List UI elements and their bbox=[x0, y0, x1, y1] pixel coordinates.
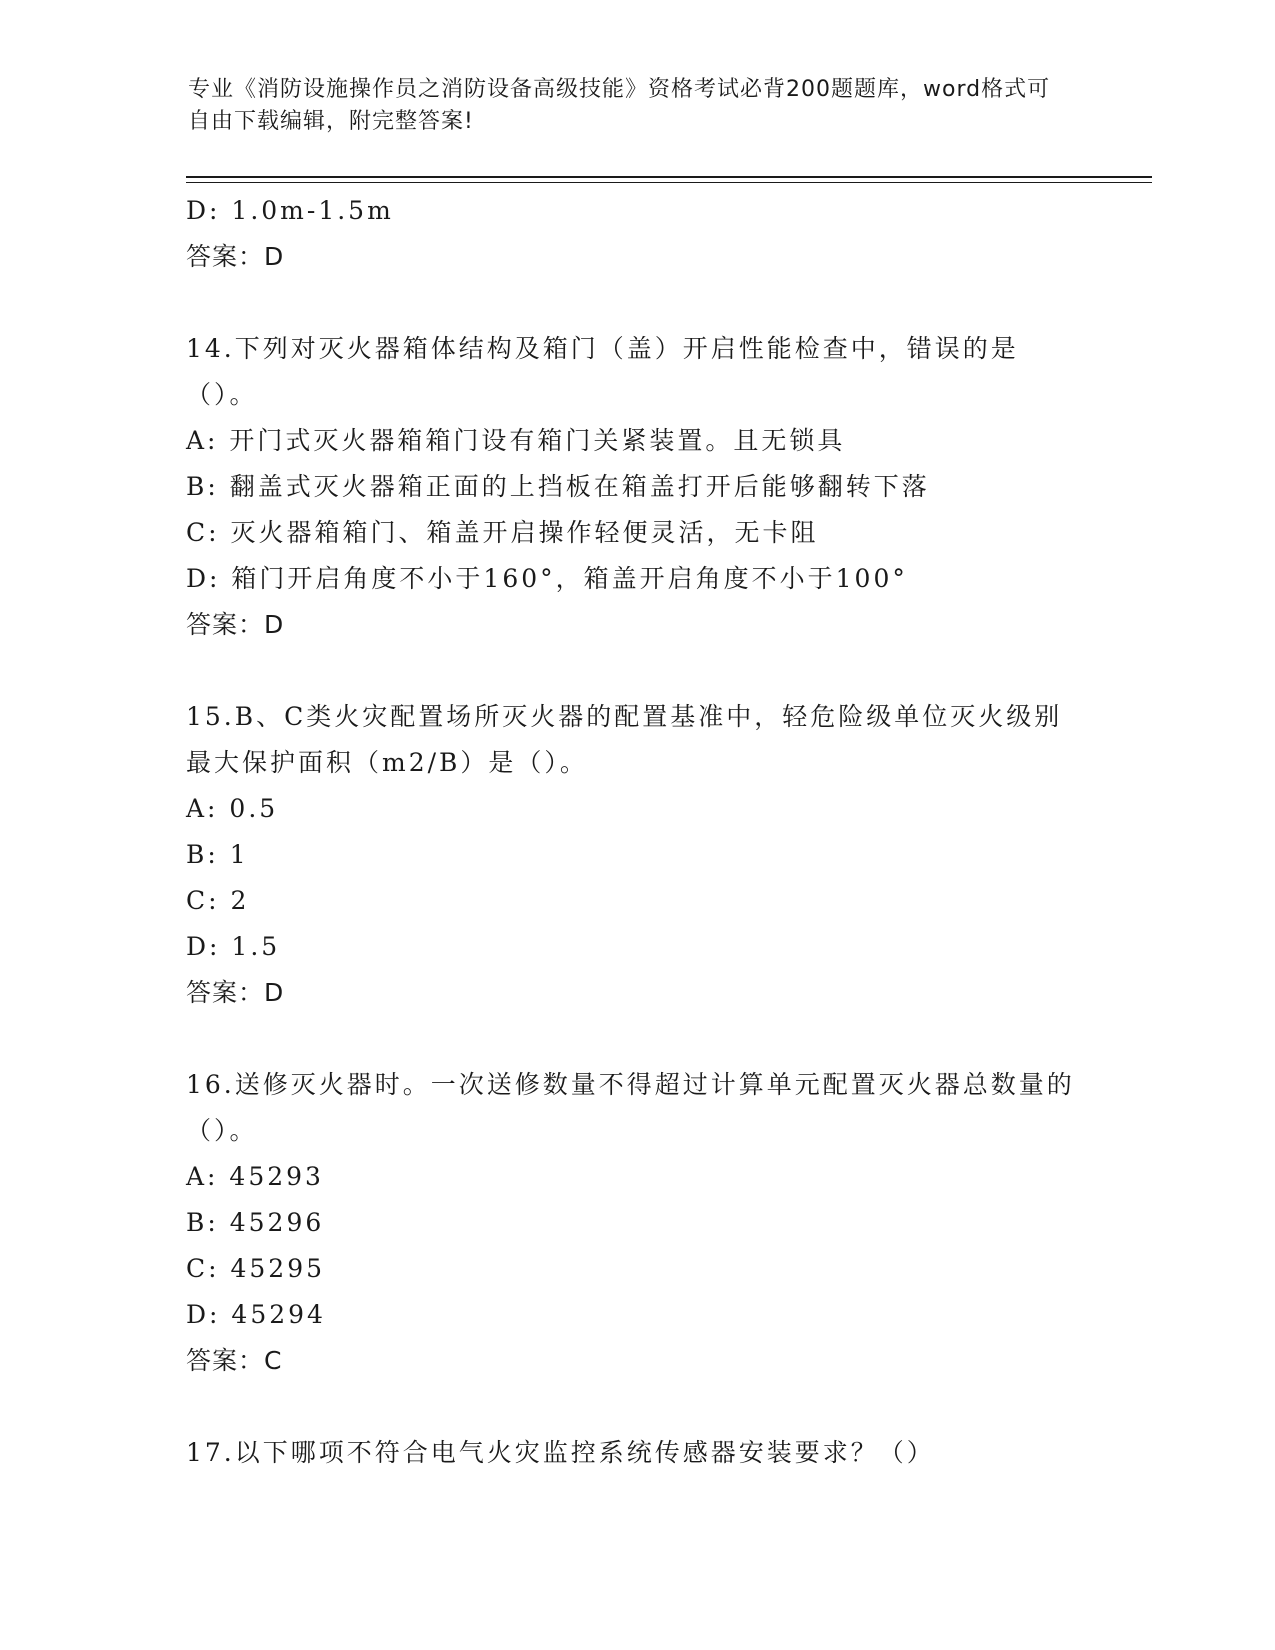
spacer bbox=[186, 648, 1086, 694]
question-14 bbox=[186, 326, 1086, 648]
header-divider-thick bbox=[186, 176, 1152, 178]
answer-line: 答案：D bbox=[186, 242, 285, 271]
question-stem: 16.送修灭火器时。一次送修数量不得超过计算单元配置灭火器总数量的（）。 bbox=[186, 1070, 1075, 1145]
spacer bbox=[186, 1384, 1086, 1430]
option-d: D: 1.0m-1.5m bbox=[186, 196, 394, 225]
spacer bbox=[186, 1016, 1086, 1062]
header-divider-thin bbox=[186, 182, 1152, 183]
document-header: 专业《消防设施操作员之消防设备高级技能》资格考试必背200题题库，word格式可自由下载编辑，附完整答案! bbox=[188, 77, 1051, 134]
option-d: D: 1.5 bbox=[186, 932, 281, 961]
question-13-tail bbox=[186, 188, 1086, 280]
answer-line: 答案：C bbox=[186, 1346, 283, 1375]
option-a: A: 开门式灭火器箱箱门设有箱门关紧装置。且无锁具 bbox=[186, 426, 846, 455]
option-b: B: 1 bbox=[186, 840, 249, 869]
question-17 bbox=[186, 1430, 1086, 1476]
question-stem: 14.下列对灭火器箱体结构及箱门（盖）开启性能检查中，错误的是（）。 bbox=[186, 334, 1019, 409]
option-c: C: 灭火器箱箱门、箱盖开启操作轻便灵活，无卡阻 bbox=[186, 518, 819, 547]
option-b: B: 45296 bbox=[186, 1208, 325, 1237]
option-c: C: 2 bbox=[186, 886, 250, 915]
question-stem: 15.B、C类火灾配置场所灭火器的配置基准中，轻危险级单位灭火级别最大保护面积（m2/B）是（）。 bbox=[186, 702, 1063, 777]
question-stem: 17.以下哪项不符合电气火灾监控系统传感器安装要求？（） bbox=[186, 1438, 935, 1467]
answer-line: 答案：D bbox=[186, 610, 285, 639]
spacer bbox=[186, 280, 1086, 326]
option-a: A: 0.5 bbox=[186, 794, 279, 823]
question-15 bbox=[186, 694, 1086, 1016]
answer-line: 答案：D bbox=[186, 978, 285, 1007]
option-d: D: 箱门开启角度不小于160°，箱盖开启角度不小于100° bbox=[186, 564, 908, 593]
option-b: B: 翻盖式灭火器箱正面的上挡板在箱盖打开后能够翻转下落 bbox=[186, 472, 930, 501]
option-c: C: 45295 bbox=[186, 1254, 326, 1283]
option-d: D: 45294 bbox=[186, 1300, 326, 1329]
question-list bbox=[186, 188, 1086, 1476]
question-16 bbox=[186, 1062, 1086, 1384]
option-a: A: 45293 bbox=[186, 1162, 324, 1191]
